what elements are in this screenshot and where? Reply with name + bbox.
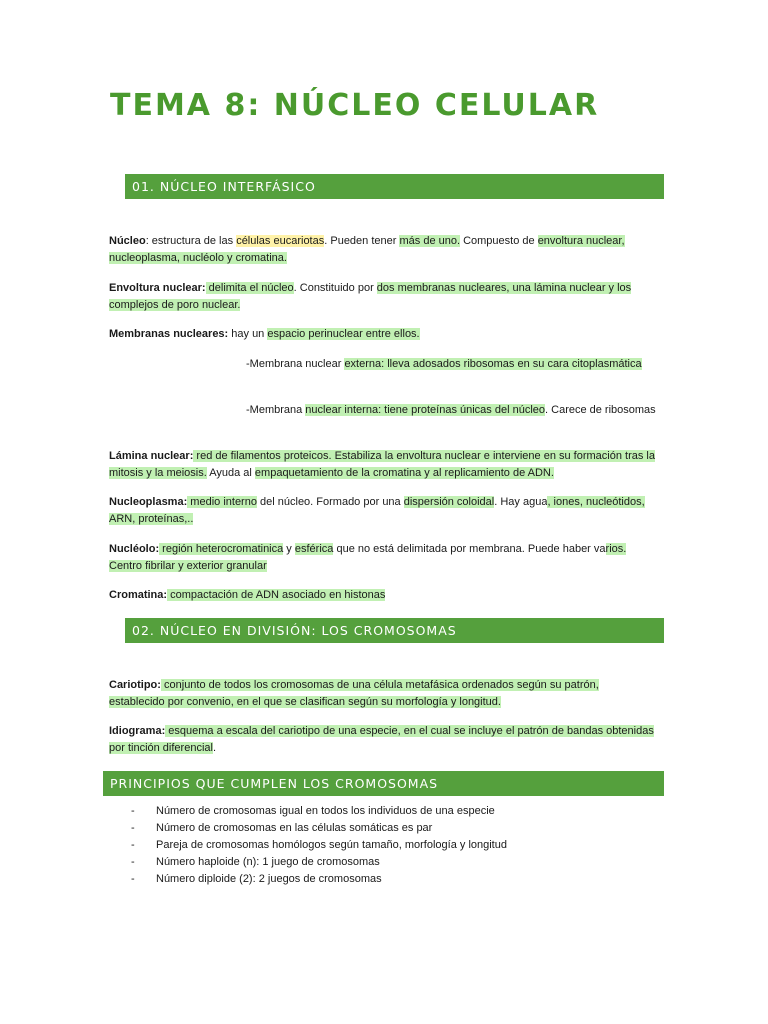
- highlight: rios. Centro fibrilar y exterior granular: [109, 543, 627, 572]
- paragraph-nucleoplasma: [109, 494, 657, 528]
- paragraph-membrana-interna: [109, 402, 657, 419]
- list-item-text: Número diploide (2): 2 juegos de cromosomas: [156, 873, 382, 885]
- text: del núcleo. Formado por una: [256, 496, 404, 508]
- paragraph-membrana-externa: [109, 356, 657, 373]
- list-item: [109, 820, 657, 837]
- section-header-principios: PRINCIPIOS QUE CUMPLEN LOS CROMOSOMAS: [103, 771, 664, 796]
- principios-list: [109, 803, 657, 888]
- highlight: envoltura nuclear, nucleoplasma, nucléolo y cromatina.: [109, 235, 625, 264]
- text: -Membrana nuclear: [246, 358, 345, 370]
- term-nucleo: Núcleo: [109, 235, 146, 247]
- text: : estructura de las: [145, 235, 237, 247]
- bullet-dash: -: [131, 856, 135, 868]
- paragraph-envoltura-nuclear: [109, 280, 657, 314]
- text: . Pueden tener: [324, 235, 400, 247]
- text: . Carece de ribosomas: [545, 404, 656, 416]
- list-item-text: Número de cromosomas igual en todos los individuos de una especie: [156, 805, 495, 817]
- page-title: TEMA 8: NÚCLEO CELULAR: [110, 88, 600, 123]
- highlight: dos membranas nucleares, una lámina nuclear y los complejos de poro nuclear.: [109, 282, 632, 311]
- highlight: dispersión coloidal: [403, 496, 495, 508]
- list-item: [109, 871, 657, 888]
- text: que no está delimitada por membrana. Puede haber va: [333, 543, 606, 555]
- highlight: esférica: [294, 543, 334, 555]
- paragraph-idiograma: [109, 723, 657, 757]
- term-nucleoplasma: Nucleoplasma:: [109, 496, 188, 508]
- section-header-nucleo-interfasico: 01. NÚCLEO INTERFÁSICO: [125, 174, 664, 199]
- bullet-dash: -: [131, 822, 135, 834]
- paragraph-nucleolo: [109, 541, 657, 575]
- text: y: [283, 543, 295, 555]
- bullet-dash: -: [131, 839, 135, 851]
- list-item: [109, 837, 657, 854]
- paragraph-nucleo: [109, 233, 657, 267]
- text: Compuesto de: [460, 235, 538, 247]
- list-item-text: Número de cromosomas en las células somáticas es par: [156, 822, 433, 834]
- text: . Hay agua: [494, 496, 548, 508]
- highlight: células eucariotas: [236, 235, 325, 247]
- term-idiograma: Idiograma:: [109, 725, 166, 737]
- list-item-text: Número haploide (n): 1 juego de cromosomas: [156, 856, 380, 868]
- term-envoltura-nuclear: Envoltura nuclear:: [109, 282, 206, 294]
- paragraph-cromatina: [109, 587, 657, 604]
- highlight: espacio perinuclear entre ellos.: [267, 328, 420, 340]
- paragraph-cariotipo: [109, 677, 657, 711]
- term-membranas-nucleares: Membranas nucleares:: [109, 328, 229, 340]
- term-lamina-nuclear: Lámina nuclear:: [109, 450, 194, 462]
- highlight: esquema a escala del cariotipo de una especie, en el cual se incluye el patrón de bandas obtenidas por tinción diferencial: [109, 725, 654, 754]
- list-item: [109, 803, 657, 820]
- bullet-dash: -: [131, 805, 135, 817]
- highlight: nuclear interna: tiene proteínas únicas del núcleo: [305, 404, 546, 416]
- bullet-dash: -: [131, 873, 135, 885]
- highlight: empaquetamiento de la cromatina y al replicamiento de ADN.: [254, 467, 554, 479]
- text: hay un: [228, 328, 268, 340]
- text: -Membrana: [246, 404, 306, 416]
- highlight: más de uno.: [399, 235, 461, 247]
- term-cromatina: Cromatina:: [109, 589, 168, 601]
- highlight: externa: lleva adosados ribosomas en su cara citoplasmática: [344, 358, 642, 370]
- paragraph-membranas-nucleares: [109, 326, 657, 343]
- term-cariotipo: Cariotipo:: [109, 679, 161, 691]
- text: . Constituido por: [293, 282, 377, 294]
- highlight: delimita el núcleo: [205, 282, 294, 294]
- highlight: compactación de ADN asociado en histonas: [167, 589, 386, 601]
- paragraph-lamina-nuclear: [109, 448, 657, 482]
- highlight: , iones, nucleótidos, ARN, proteínas,..: [109, 496, 645, 525]
- text: Ayuda al: [206, 467, 255, 479]
- text: .: [212, 742, 217, 754]
- term-nucleolo: Nucléolo:: [109, 543, 160, 555]
- highlight: medio interno: [187, 496, 257, 508]
- list-item: [109, 854, 657, 871]
- highlight: red de filamentos proteicos. Estabiliza la envoltura nuclear e interviene en su formación tras la mitosis y la meiosis.: [109, 450, 655, 479]
- highlight: región heterocromatinica: [159, 543, 284, 555]
- list-item-text: Pareja de cromosomas homólogos según tamaño, morfología y longitud: [156, 839, 507, 851]
- section-header-nucleo-en-division: 02. NÚCLEO EN DIVISIÓN: LOS CROMOSOMAS: [125, 618, 664, 643]
- highlight: conjunto de todos los cromosomas de una célula metafásica ordenados según su patrón, establecido por convenio, en el que se clasifican según su morfología y longitud.: [109, 679, 599, 708]
